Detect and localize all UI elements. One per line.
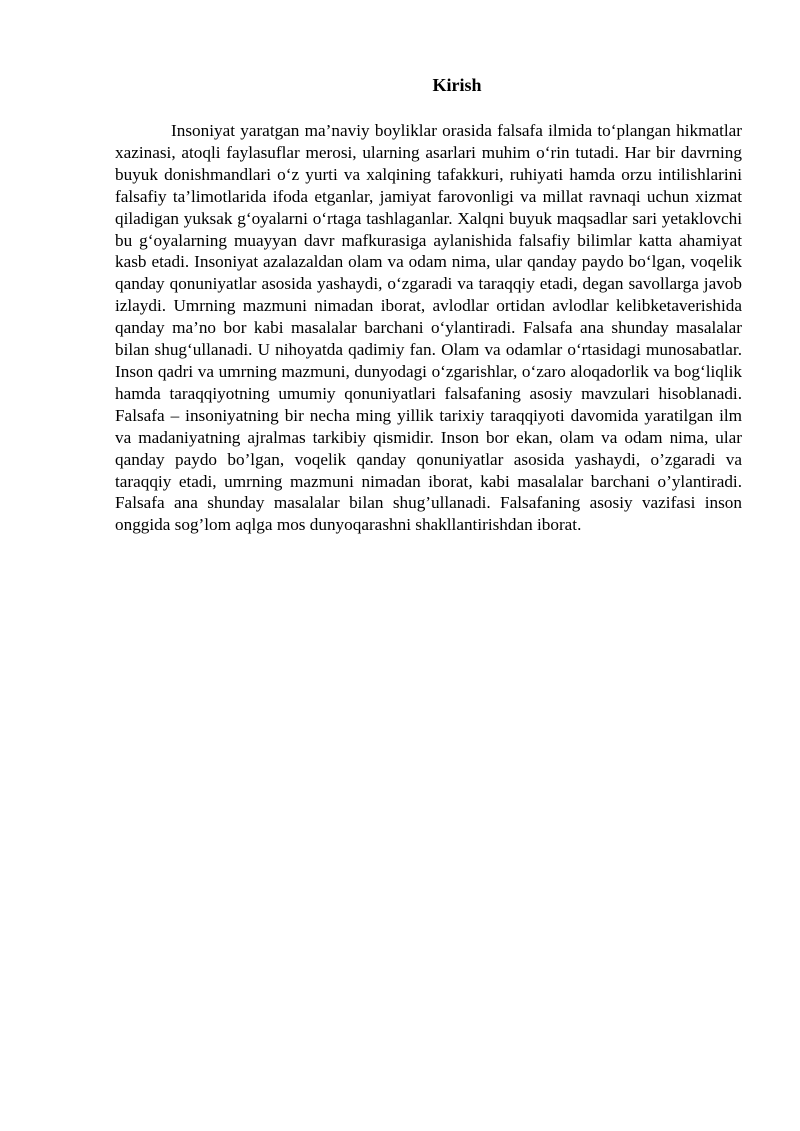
page-title: Kirish bbox=[432, 75, 482, 95]
body-paragraph: Insoniyat yaratgan ma’naviy boyliklar orasida falsafa ilmida to‘plangan hikmatlar xazinasi, atoqli faylasuflar merosi, ularning asarlari muhim o‘rin tutadi. Har bir davrning buyuk donishmandlari o‘z yurti va xalqining tafakkuri, ruhiyati hamda orzu intilishlarini falsafiy ta’limotlarida ifoda etganlar, jamiyat farovonligi va millat ravnaqi uchun xizmat qiladigan yuksak g‘oyalarni o‘rtaga tashlaganlar. Xalqni buyuk maqsadlar sari yetaklovchi bu g‘oyalarning muayyan davr mafkurasiga aylanishida falsafiy bilimlar katta ahamiyat kasb etadi. Insoniyat azalazaldan olam va odam nima, ular qanday paydo bo‘lgan, voqelik qanday qonuniyatlar asosida yashaydi, o‘zgaradi va taraqqiy etadi, degan savollarga javob izlaydi. Umrning mazmuni nimadan iborat, avlodlar ortidan avlodlar kelibketaverishida qanday ma’no bor kabi masalalar barchani o‘ylantiradi. Falsafa ana shunday masalalar bilan shug‘ullanadi. U nihoyatda qadimiy fan. Olam va odamlar o‘rtasidagi munosabatlar. Inson qadri va umrning mazmuni, dunyodagi o‘zgarishlar, o‘zaro aloqadorlik va bog‘liqlik hamda taraqqiyotning umumiy qonuniyatlari falsafaning asosiy mavzulari hisoblanadi. Falsafa – insoniyatning bir necha ming yillik tarixiy taraqqiyoti davomida yaratilgan ilm va madaniyatning ajralmas tarkibiy qismidir. Inson bor ekan, olam va odam nima, ular qanday paydo bo’lgan, voqelik qanday qonuniyatlar asosida yashaydi, o’zgaradi va taraqqiy etadi, umrning mazmuni nimadan iborat, kabi masalalar barchani o’ylantiradi. Falsafa ana shunday masalalar bilan shug’ullanadi. Falsafaning asosiy vazifasi inson onggida sog’lom aqlga mos dunyoqarashni shakllantirishdan iborat. bbox=[115, 121, 742, 535]
